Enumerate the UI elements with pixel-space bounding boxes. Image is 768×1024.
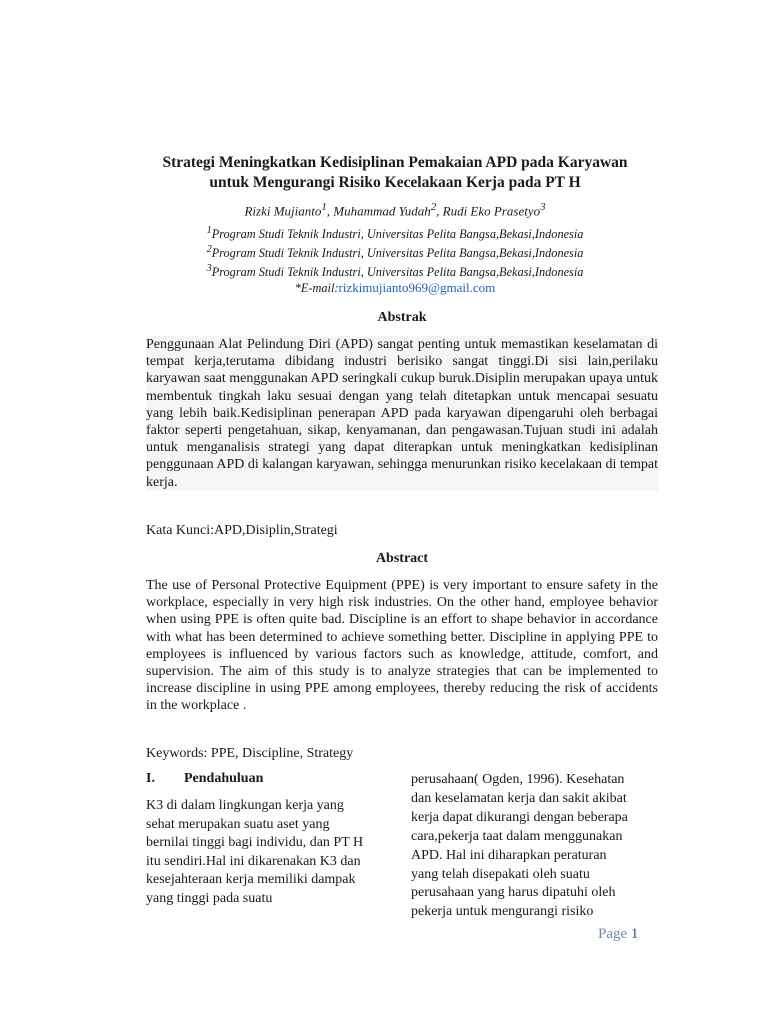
author-name: Rizki Mujianto bbox=[244, 203, 322, 219]
body-line: cara,pekerja taat dalam menggunakan bbox=[411, 828, 623, 844]
body-line: yang tinggi pada suatu bbox=[146, 890, 273, 906]
affiliations bbox=[110, 223, 680, 296]
title-line-1: Strategi Meningkatkan Kedisiplinan Pemakaian APD pada Karyawan bbox=[162, 154, 628, 171]
body-line: kerja dapat dikurangi dengan beberapa bbox=[411, 809, 628, 825]
author-sup: 2 bbox=[430, 201, 437, 213]
email-line bbox=[110, 280, 680, 296]
body-line: kesejahteraan kerja memiliki dampak bbox=[146, 872, 356, 887]
author-sup: 3 bbox=[540, 201, 546, 213]
right-column bbox=[411, 771, 671, 922]
abstract-keywords: Keywords: PPE, Discipline, Strategy bbox=[146, 746, 354, 761]
body-line: APD. Hal ini diharapkan peraturan bbox=[411, 847, 607, 863]
page-number-footer bbox=[598, 925, 638, 943]
abstract-text: The use of Personal Protective Equipment (PPE) is very important to ensure safety in the workplace, especially in very high risk industries. On the other hand, employee behavior when using PPE is often quite bad. Discipline is an effort to shape behavior in accordance with what has been determined to achieve something better. Discipline in applying PPE to employees is influenced by various factors such as knowledge, attitude, comfort, and supervision. The aim of this study is to analyze strategies that can be implemented to increase discipline in using PPE among employees, thereby reducing the risk of accidents in the workplace . bbox=[146, 578, 658, 714]
body-line: perusahaan( Ogden, 1996). Kesehatan bbox=[411, 772, 625, 787]
author-name: Rudi Eko Prasetyo bbox=[442, 203, 541, 219]
left-column bbox=[146, 797, 396, 908]
author-separator: , bbox=[326, 203, 334, 219]
body-line: sehat merupakan suatu aset yang bbox=[146, 816, 330, 832]
affiliation-line bbox=[110, 242, 680, 261]
affiliation-sup: 3 bbox=[206, 263, 212, 275]
affiliation-sup: 2 bbox=[206, 244, 212, 256]
paper-title bbox=[110, 153, 680, 193]
author-list bbox=[110, 199, 680, 219]
body-line: dan keselamatan kerja dan sakit akibat bbox=[411, 790, 627, 806]
affiliation-sup: 1 bbox=[206, 225, 212, 236]
abstrak-heading: Abstrak bbox=[377, 310, 427, 325]
affiliation-text: Program Studi Teknik Industri, Universitas Pelita Bangsa,Bekasi,Indonesia bbox=[211, 246, 584, 261]
abstrak-text: Penggunaan Alat Pelindung Diri (APD) sangat penting untuk memastikan keselamatan di tempat kerja,terutama dibidang industri berisiko sangat tinggi.Di sisi lain,perilaku karyawan saat menggunakan APD seringkali cukup buruk.Disiplin merupakan upaya untuk membentuk tingkah laku sesuai dengan yang telah ditetapkan untuk mencapai sesuatu yang lebih baik.Kedisiplinan penerapan APD pada karyawan dipengaruhi oleh berbagai faktor seperti pengetahuan, sikap, kenyamanan, dan pengawasan.Tujuan studi ini adalah untuk menganalisis strategi yang dapat diterapkan untuk meningkatkan kedisiplinan penggunaan APD di kalangan karyawan, sehingga menurunkan risiko kecelakaan di tempat kerja. bbox=[146, 337, 659, 490]
abstract-heading: Abstract bbox=[375, 551, 429, 566]
email-label: *E-mail: bbox=[294, 281, 339, 296]
body-line: bernilai tinggi bagi individu, dan PT H bbox=[146, 835, 364, 850]
abstrak-keywords: Kata Kunci:APD,Disiplin,Strategi bbox=[146, 523, 338, 538]
body-line: K3 di dalam lingkungan kerja yang bbox=[146, 798, 344, 813]
affiliation-text: Program Studi Teknik Industri, Universitas Pelita Bangsa,Bekasi,Indonesia bbox=[211, 265, 584, 280]
affiliation-text: Program Studi Teknik Industri, Universitas Pelita Bangsa,Bekasi,Indonesia bbox=[211, 227, 584, 242]
title-line-2: untuk Mengurangi Risiko Kecelakaan Kerja pada PT H bbox=[209, 174, 581, 191]
author-name: Muhammad Yudah bbox=[333, 203, 431, 219]
page-number: 1 bbox=[630, 926, 639, 942]
affiliation-line bbox=[110, 223, 680, 242]
affiliation-line bbox=[110, 261, 680, 280]
section-number: I. bbox=[146, 771, 155, 786]
body-line: perusahaan yang harus dipatuhi oleh bbox=[411, 885, 616, 901]
body-line: itu sendiri.Hal ini dikarenakan K3 dan bbox=[146, 853, 361, 869]
body-line: yang telah disepakati oleh suatu bbox=[411, 866, 590, 882]
email-link[interactable]: rizkimujianto969@gmail.com bbox=[338, 280, 496, 296]
body-line: pekerja untuk mengurangi risiko bbox=[411, 904, 594, 920]
section-title: Pendahuluan bbox=[184, 771, 264, 786]
page-label: Page bbox=[598, 926, 628, 942]
author-sup: 1 bbox=[321, 201, 327, 213]
author-separator: , bbox=[436, 203, 443, 219]
